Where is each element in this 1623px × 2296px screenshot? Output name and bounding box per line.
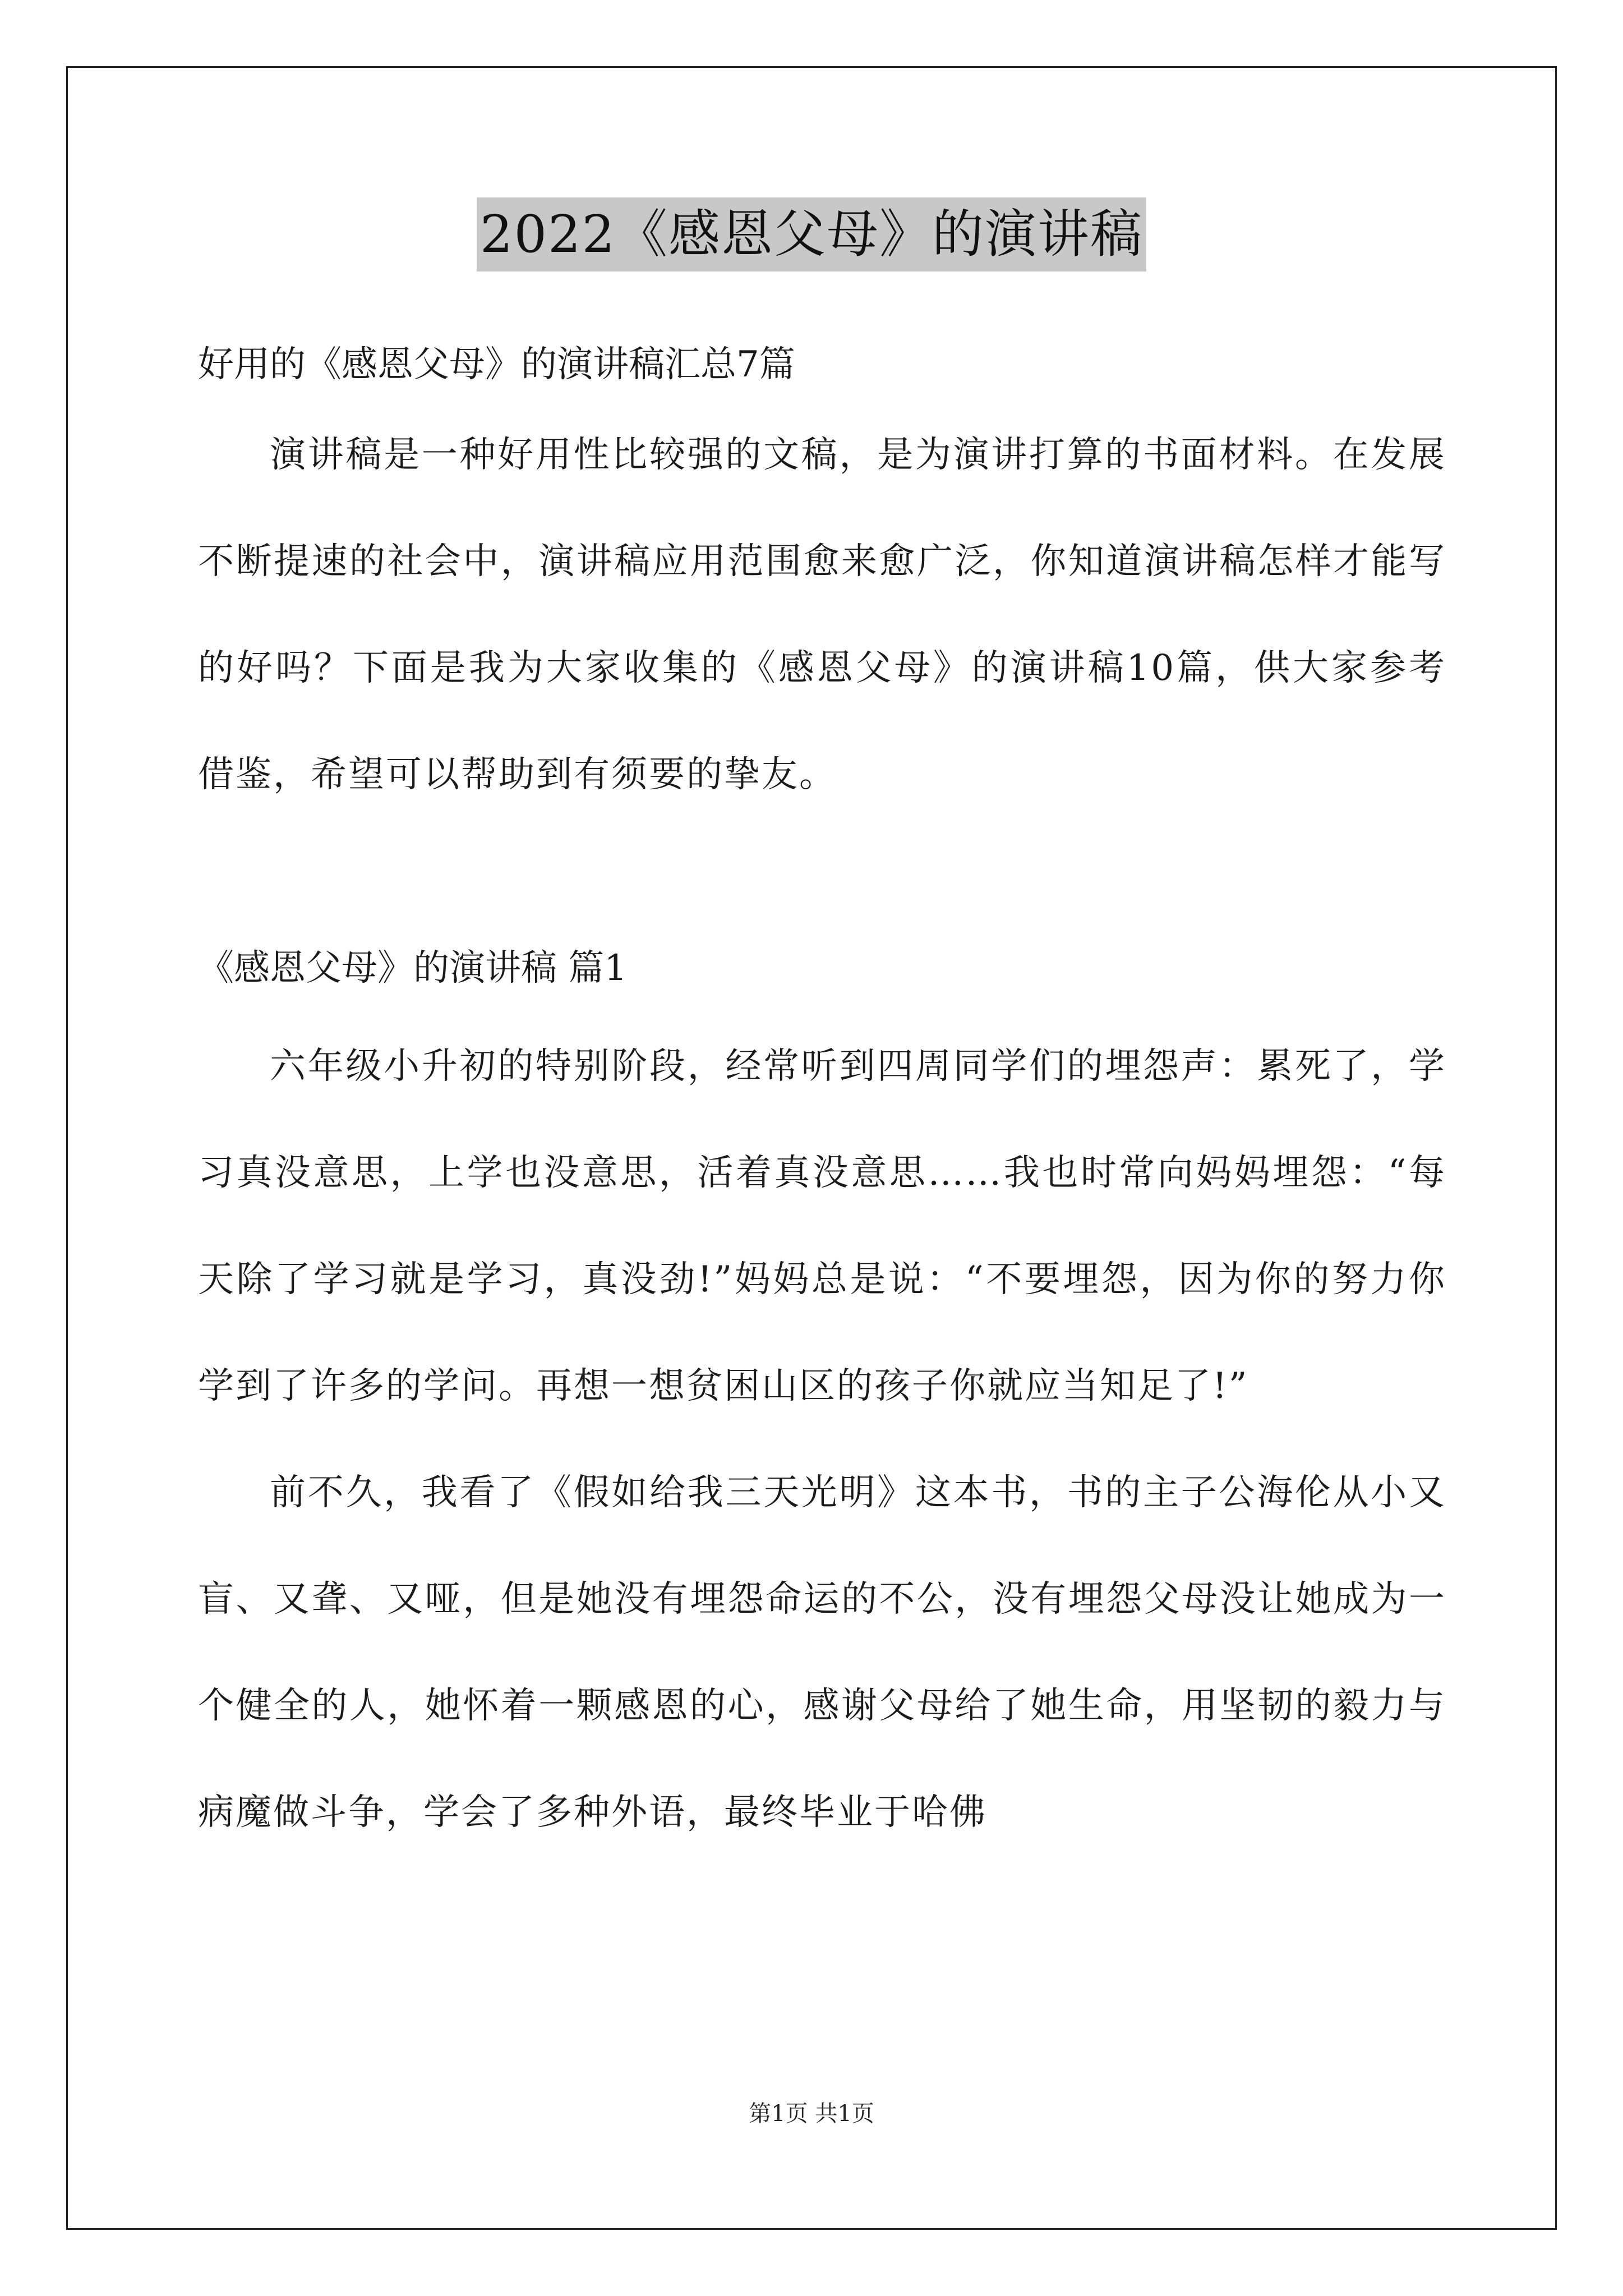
body-paragraph: 前不久，我看了《假如给我三天光明》这本书，书的主子公海伦从小又盲、又聋、又哑，但是她没有埋怨命运的不公，没有埋怨父母没让她成为一个健全的人，她怀着一颗感恩的心，感谢父母给了她生命，用坚韧的毅力与病魔做斗争，学会了多种外语，最终毕业于哈佛 — [198, 1472, 1446, 1833]
title-container — [0, 197, 1623, 272]
intro-paragraph: 演讲稿是一种好用性比较强的文稿，是为演讲打算的书面材料。在发展不断提速的社会中，演讲稿应用范围愈来愈广泛，你知道演讲稿怎样才能写的好吗？下面是我为大家收集的《感恩父母》的演讲稿10篇，供大家参考借鉴，希望可以帮助到有须要的挚友。 — [198, 434, 1446, 795]
section-heading: 《感恩父母》的演讲稿 篇1 — [198, 947, 628, 989]
page-footer: 第1页 共1页 — [749, 2101, 874, 2127]
document-subtitle: 好用的《感恩父母》的演讲稿汇总7篇 — [198, 344, 795, 385]
body-paragraph: 六年级小升初的特别阶段，经常听到四周同学们的埋怨声：累死了，学习真没意思，上学也没意思，活着真没意思……我也时常向妈妈埋怨：“每天除了学习就是学习，真没劲!”妈妈总是说：“不要埋怨，因为你的努力你学到了许多的学问。再想一想贫困山区的孩子你就应当知足了!” — [198, 1046, 1446, 1407]
document-title: 2022《感恩父母》的演讲稿 — [477, 197, 1146, 272]
document-body — [198, 337, 1446, 1866]
